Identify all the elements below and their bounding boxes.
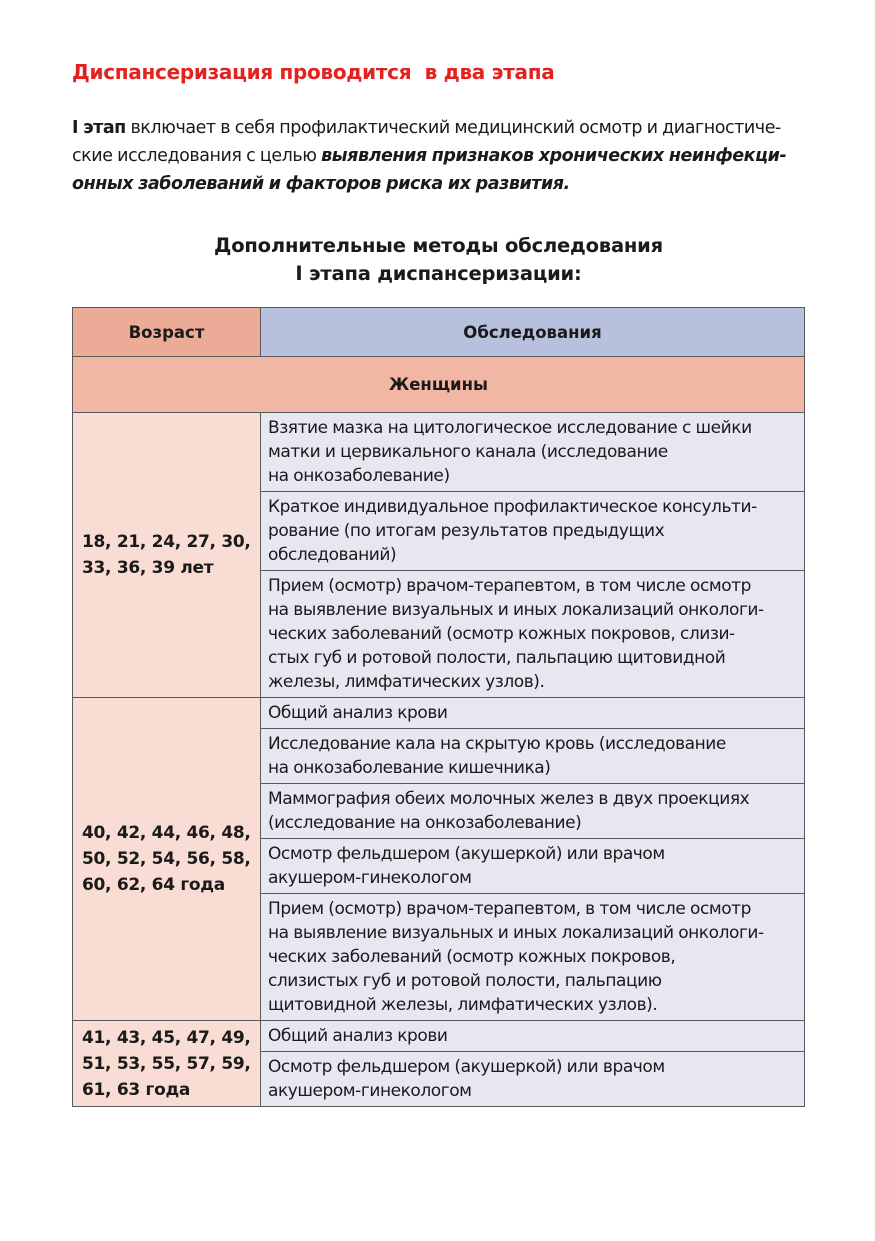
- exam-item: Осмотр фельдшером (акушеркой) или врачом акушером-гинекологом: [261, 839, 805, 894]
- exam-item: Взятие мазка на цитологическое исследование с шейки матки и цервикального канала (исследование на онкозаболевание): [261, 413, 805, 492]
- group-women: Женщины: [73, 357, 805, 413]
- table-title: [72, 232, 805, 288]
- table-header-row: [73, 308, 805, 357]
- exam-item: Общий анализ крови: [261, 1021, 805, 1052]
- age-cell: 18, 21, 24, 27, 30, 33, 36, 39 лет: [73, 413, 261, 698]
- header-exams: Обследования: [261, 308, 805, 357]
- header-age: Возраст: [73, 308, 261, 357]
- intro-paragraph: [72, 114, 805, 198]
- exam-item: Прием (осмотр) врачом-терапевтом, в том числе осмотр на выявление визуальных и иных локализаций онкологи- ческих заболеваний (осмотр кожных покровов, слизи- стых губ и ротовой полости, пальпацию щитовидной железы, лимфатических узлов).: [261, 571, 805, 698]
- exam-item: Краткое индивидуальное профилактическое консульти- рование (по итогам результатов предыдущих обследований): [261, 492, 805, 571]
- exam-item: Прием (осмотр) врачом-терапевтом, в том числе осмотр на выявление визуальных и иных локализаций онкологи- ческих заболеваний (осмотр кожных покровов, слизистых губ и ротовой полости, пальпацию щитовидной железы, лимфатических узлов).: [261, 894, 805, 1021]
- intro-emphasis: выявления признаков хронических неинфекци- онных заболеваний и факторов риска их развития.: [72, 146, 787, 194]
- age-cell: 40, 42, 44, 46, 48, 50, 52, 54, 56, 58, 60, 62, 64 года: [73, 698, 261, 1021]
- group-row: [73, 357, 805, 413]
- exam-item: Осмотр фельдшером (акушеркой) или врачом акушером-гинекологом: [261, 1052, 805, 1107]
- exam-item: Маммография обеих молочных желез в двух проекциях (исследование на онкозаболевание): [261, 784, 805, 839]
- page-heading: Диспансеризация проводится в два этапа: [72, 60, 555, 84]
- exam-item: Исследование кала на скрытую кровь (исследование на онкозаболевание кишечника): [261, 729, 805, 784]
- stage-label: I этап: [72, 118, 126, 138]
- table-title-line-2: I этапа диспансеризации:: [295, 262, 582, 285]
- intro-text: включает в себя профилактический медицинский осмотр и диагностиче- ские исследования с целью: [72, 118, 781, 166]
- table-row: [73, 1021, 805, 1052]
- document-page: [72, 60, 805, 1107]
- table-title-line-1: Дополнительные методы обследования: [214, 234, 663, 257]
- table-row: [73, 413, 805, 492]
- table-row: [73, 698, 805, 729]
- exam-table: [72, 307, 805, 1107]
- age-cell: 41, 43, 45, 47, 49, 51, 53, 55, 57, 59, 61, 63 года: [73, 1021, 261, 1107]
- exam-item: Общий анализ крови: [261, 698, 805, 729]
